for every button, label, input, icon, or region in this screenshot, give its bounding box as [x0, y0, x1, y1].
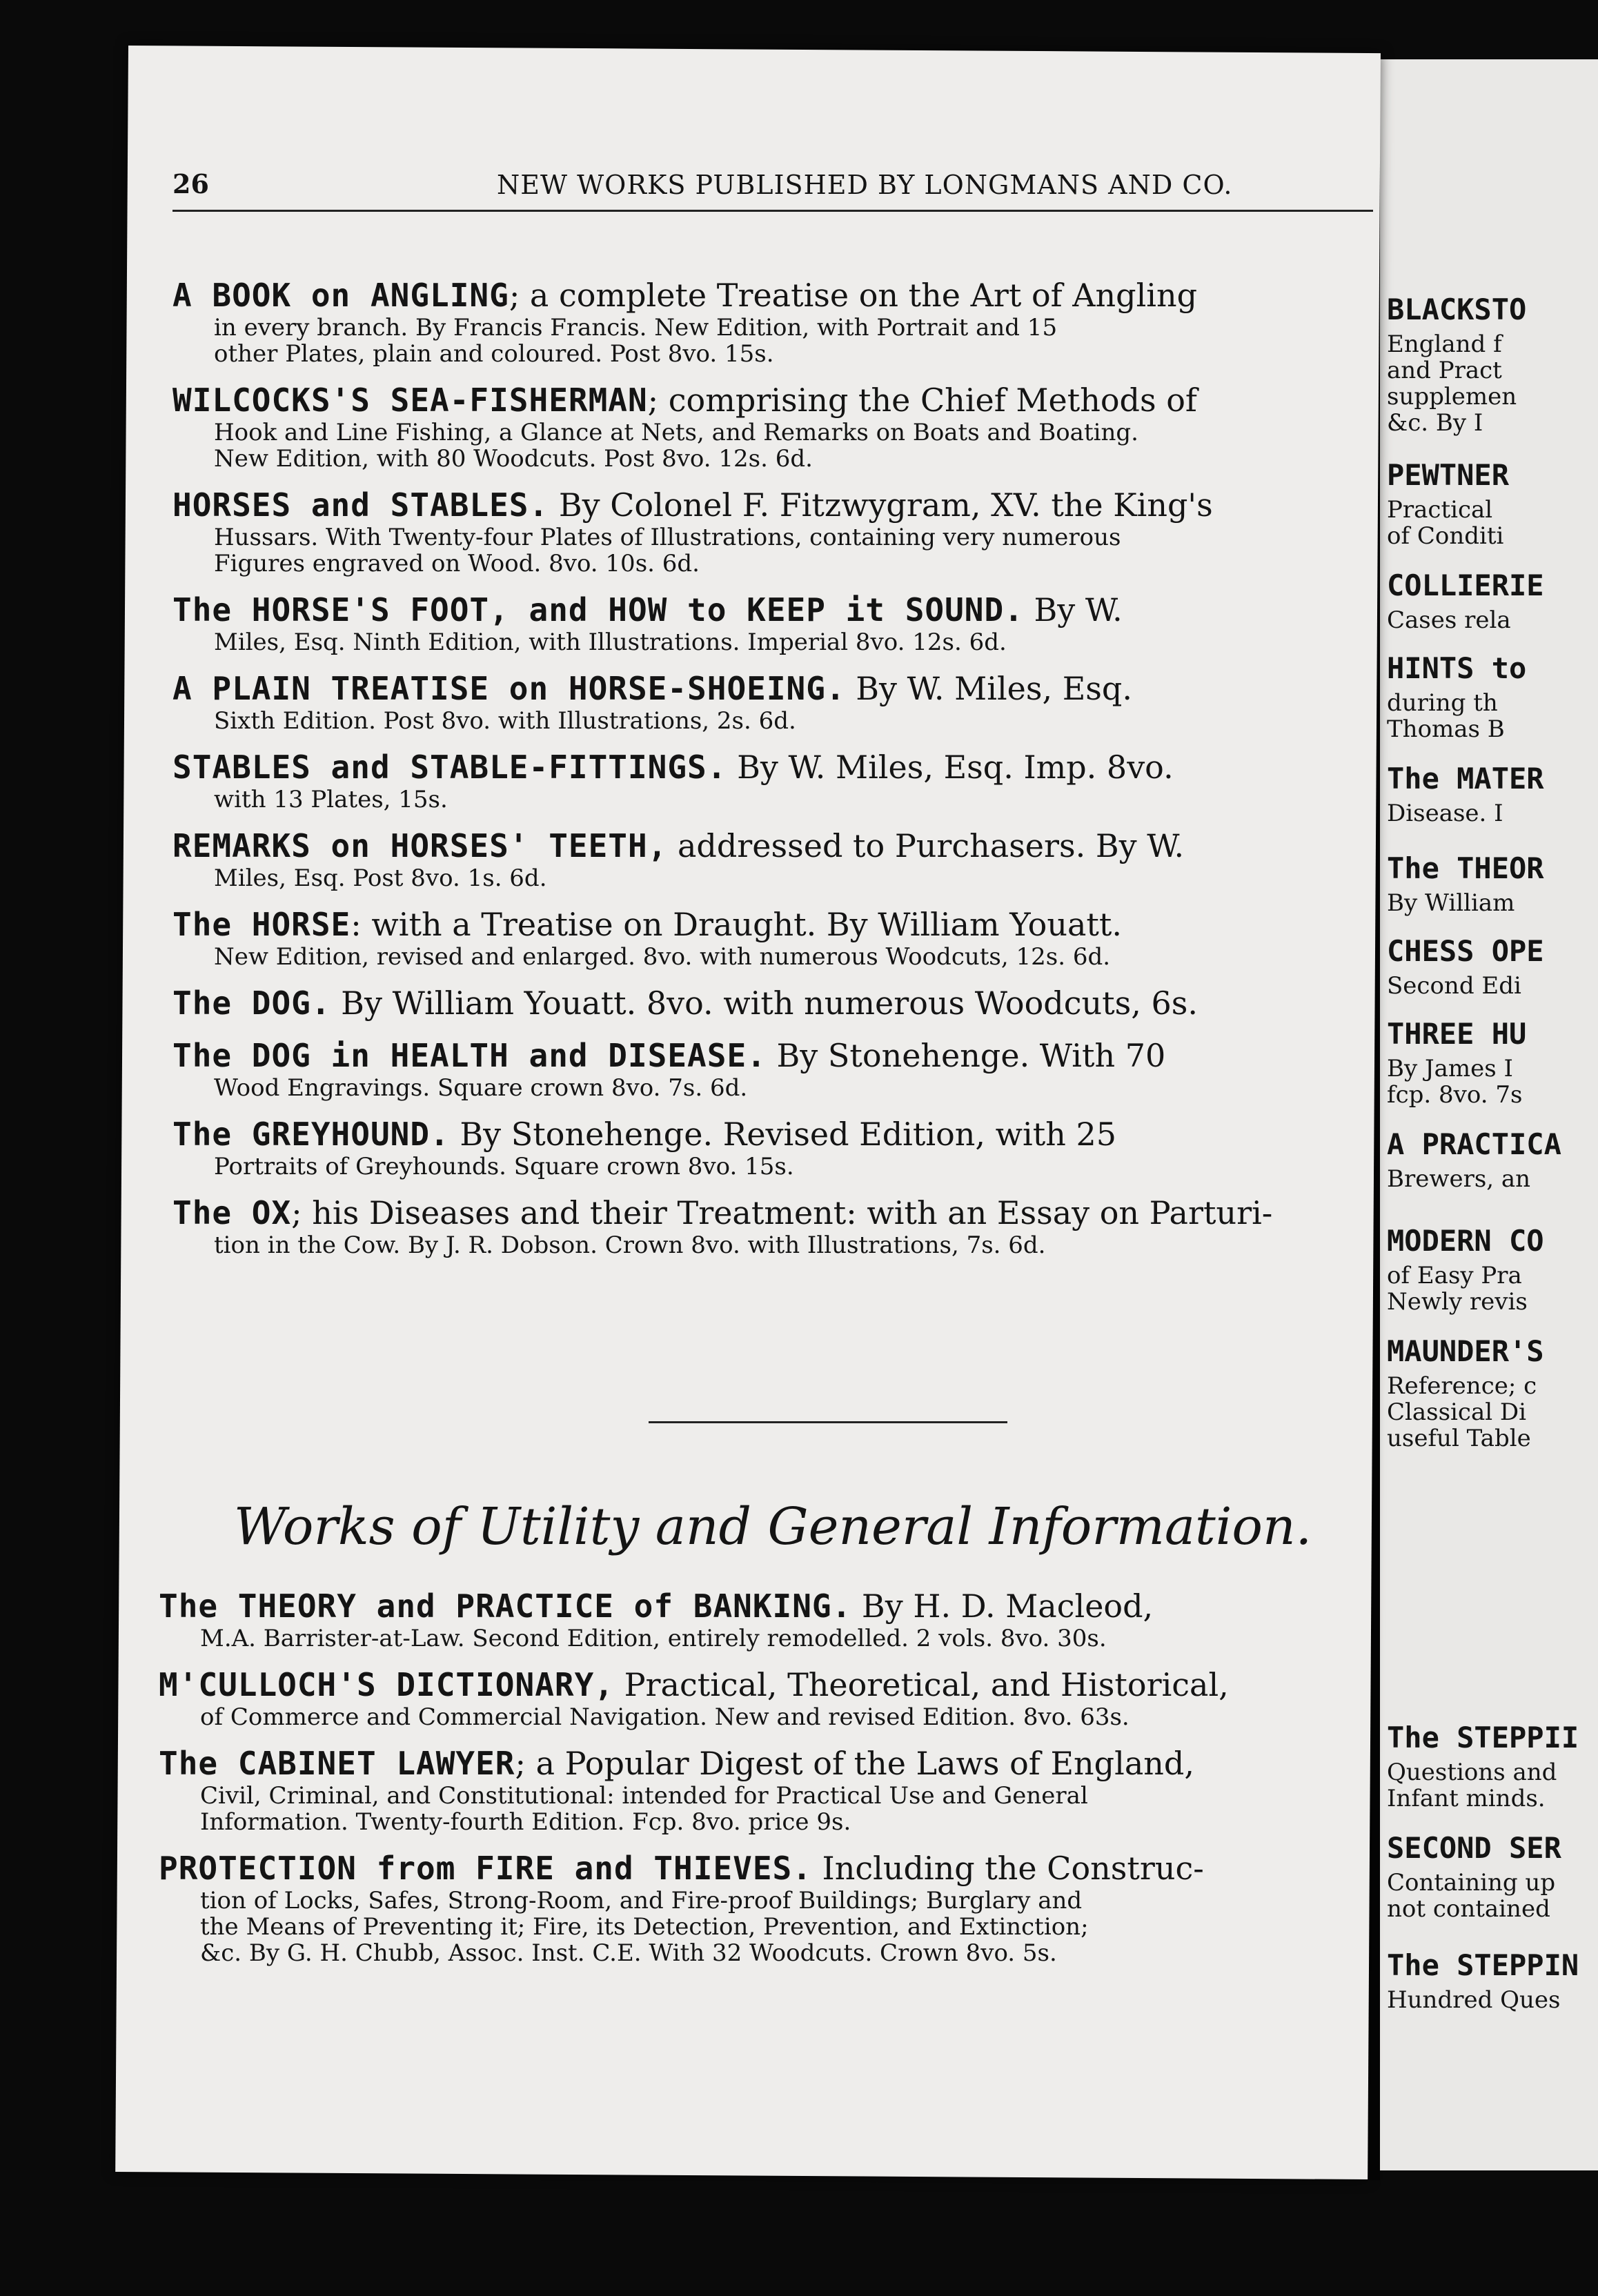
entry-description-line: Hussars. With Twenty-four Plates of Illustrations, containing very numerous [214, 524, 1121, 551]
right-page-text-line: SECOND SER [1387, 1831, 1561, 1865]
catalogue-entry [172, 748, 1373, 813]
entry-first-line [172, 905, 1373, 944]
right-page-text-line: Cases rela [1387, 606, 1511, 634]
right-page-text-line: Disease. I [1387, 800, 1503, 827]
entry-first-line [172, 984, 1373, 1022]
catalogue-entry [172, 486, 1373, 577]
entry-description-line: New Edition, revised and enlarged. 8vo. with numerous Woodcuts, 12s. 6d. [214, 944, 1111, 970]
right-page-text-line: The STEPPII [1387, 1721, 1579, 1754]
section-title: Works of Utility and General Information. [233, 1497, 1312, 1556]
entry-heading: STABLES and STABLE-FITTINGS. [172, 749, 727, 786]
right-page-text-line: of Easy Pra [1387, 1262, 1522, 1289]
right-page-text-line: supplemen [1387, 383, 1517, 410]
right-page-text-line: Thomas B [1387, 715, 1505, 743]
right-page-text-line: THREE HU [1387, 1017, 1527, 1051]
right-page-text-line: Brewers, an [1387, 1165, 1531, 1193]
entry-heading: The CABINET LAWYER [159, 1745, 515, 1782]
right-page-text-line: By William [1387, 889, 1515, 917]
entry-title-rest: By W. [1023, 591, 1123, 629]
right-page-text-line: The THEOR [1387, 851, 1544, 885]
catalogue-entry [172, 984, 1373, 1022]
entry-description-line: Civil, Criminal, and Constitutional: intended for Practical Use and General [200, 1783, 1088, 1809]
right-page-text-line: Newly revis [1387, 1288, 1528, 1316]
entry-first-line [172, 276, 1373, 315]
entry-first-line [172, 1115, 1373, 1154]
right-page-text-line: of Conditi [1387, 522, 1504, 550]
entry-first-line [172, 591, 1373, 629]
catalogue-entry [172, 591, 1373, 655]
running-title: NEW WORKS PUBLISHED BY LONGMANS AND CO. [497, 170, 1233, 200]
page-header [172, 155, 1373, 217]
right-page-text-line: A PRACTICA [1387, 1127, 1561, 1161]
catalogue-entry [172, 381, 1373, 472]
right-page-text-line: England f [1387, 330, 1502, 358]
right-page-text-line: Containing up [1387, 1869, 1556, 1897]
entry-description-line: of Commerce and Commercial Navigation. New and revised Edition. 8vo. 63s. [200, 1704, 1130, 1730]
entry-heading: The DOG in HEALTH and DISEASE. [172, 1037, 767, 1074]
entry-heading: REMARKS on HORSES' TEETH, [172, 827, 668, 864]
entry-title-rest: By Stonehenge. Revised Edition, with 25 [449, 1116, 1117, 1153]
right-page-text-line: Questions and [1387, 1759, 1557, 1786]
entry-description-line: tion in the Cow. By J. R. Dobson. Crown 8vo. with Illustrations, 7s. 6d. [214, 1232, 1046, 1258]
entry-description-line: Figures engraved on Wood. 8vo. 10s. 6d. [214, 551, 700, 577]
entry-list-utility [159, 1587, 1359, 1980]
right-page-text-line: BLACKSTO [1387, 293, 1527, 326]
entry-first-line [172, 1036, 1373, 1075]
right-page-text-line: The STEPPIN [1387, 1948, 1579, 1982]
right-page-text-line: The MATER [1387, 762, 1544, 795]
entry-title-rest: By W. Miles, Esq. Imp. 8vo. [727, 749, 1174, 786]
entry-description-line: New Edition, with 80 Woodcuts. Post 8vo. 12s. 6d. [214, 446, 813, 472]
entry-heading: A PLAIN TREATISE on HORSE-SHOEING. [172, 670, 846, 707]
catalogue-entry [172, 1036, 1373, 1101]
entry-description-line: in every branch. By Francis Francis. New Edition, with Portrait and 15 [214, 315, 1058, 341]
entry-description-line: &c. By G. H. Chubb, Assoc. Inst. C.E. With 32 Woodcuts. Crown 8vo. 5s. [200, 1940, 1057, 1966]
entry-title-rest: Including the Construc- [811, 1850, 1204, 1887]
right-page-text-line: Infant minds. [1387, 1785, 1546, 1812]
right-page-text-line: HINTS to [1387, 651, 1527, 685]
entry-heading: M'CULLOCH'S DICTIONARY, [159, 1666, 614, 1703]
right-page-text-line: Hundred Ques [1387, 1986, 1561, 2014]
right-page-text-line: MAUNDER'S [1387, 1334, 1544, 1368]
right-page [1373, 59, 1598, 2170]
catalogue-entry [159, 1744, 1359, 1835]
right-page-text-line: fcp. 8vo. 7s [1387, 1081, 1523, 1109]
catalogue-entry [172, 1115, 1373, 1180]
catalogue-entry [159, 1849, 1359, 1966]
section-divider [649, 1421, 1007, 1423]
entry-description-line: Miles, Esq. Post 8vo. 1s. 6d. [214, 865, 547, 891]
entry-first-line [159, 1744, 1359, 1783]
entry-first-line [159, 1665, 1359, 1704]
entry-first-line [172, 748, 1373, 786]
right-page-text-line: &c. By I [1387, 409, 1483, 437]
entry-title-rest: ; comprising the Chief Methods of [647, 382, 1197, 419]
entry-title-rest: By W. Miles, Esq. [845, 670, 1132, 707]
entry-description-line: M.A. Barrister-at-Law. Second Edition, entirely remodelled. 2 vols. 8vo. 30s. [200, 1625, 1107, 1652]
entry-first-line [159, 1587, 1359, 1625]
entry-title-rest: By H. D. Macleod, [851, 1587, 1154, 1625]
catalogue-entry [172, 669, 1373, 734]
catalogue-entry [172, 905, 1373, 970]
entry-heading: The OX [172, 1194, 292, 1231]
catalogue-entry [159, 1665, 1359, 1730]
entry-description-line: Hook and Line Fishing, a Glance at Nets, and Remarks on Boats and Boating. [214, 419, 1138, 446]
entry-title-rest: : with a Treatise on Draught. By William Youatt. [351, 906, 1122, 943]
catalogue-entry [172, 827, 1373, 891]
entry-title-rest: By Stonehenge. With 70 [766, 1037, 1166, 1074]
entry-title-rest: By William Youatt. 8vo. with numerous Woodcuts, 6s. [331, 984, 1198, 1022]
entry-title-rest: addressed to Purchasers. By W. [667, 827, 1185, 864]
entry-first-line [172, 827, 1373, 865]
right-page-text-line: Second Edi [1387, 972, 1521, 1000]
entry-first-line [172, 1194, 1373, 1232]
entry-heading: The HORSE [172, 906, 351, 943]
entry-list [172, 276, 1373, 1272]
entry-description-line: Portraits of Greyhounds. Square crown 8vo. 15s. [214, 1154, 794, 1180]
entry-title-rest: By Colonel F. Fitzwygram, XV. the King's [549, 486, 1213, 524]
entry-description-line: Miles, Esq. Ninth Edition, with Illustrations. Imperial 8vo. 12s. 6d. [214, 629, 1007, 655]
right-page-text-line: Practical [1387, 496, 1493, 524]
entry-title-rest: ; a complete Treatise on the Art of Angling [509, 277, 1198, 314]
entry-heading: The HORSE'S FOOT, and HOW to KEEP it SOUND. [172, 591, 1024, 629]
entry-heading: HORSES and STABLES. [172, 486, 549, 524]
entry-heading: The DOG. [172, 984, 331, 1022]
entry-description-line: Information. Twenty-fourth Edition. Fcp. 8vo. price 9s. [200, 1809, 851, 1835]
entry-heading: WILCOCKS'S SEA-FISHERMAN [172, 382, 648, 419]
entry-first-line [172, 669, 1373, 708]
entry-heading: The GREYHOUND. [172, 1116, 450, 1153]
right-page-text-line: during th [1387, 689, 1498, 717]
right-page-text-line: MODERN CO [1387, 1224, 1544, 1258]
entry-description-line: Wood Engravings. Square crown 8vo. 7s. 6d. [214, 1075, 748, 1101]
entry-description-line: Sixth Edition. Post 8vo. with Illustrations, 2s. 6d. [214, 708, 796, 734]
entry-heading: PROTECTION from FIRE and THIEVES. [159, 1850, 812, 1887]
right-page-text-line: and Pract [1387, 357, 1502, 384]
catalogue-entry [172, 276, 1373, 367]
catalogue-entry [159, 1587, 1359, 1652]
right-page-text-line: COLLIERIE [1387, 568, 1544, 602]
entry-description-line: with 13 Plates, 15s. [214, 786, 448, 813]
entry-first-line [159, 1849, 1359, 1888]
entry-description-line: tion of Locks, Safes, Strong-Room, and Fire-proof Buildings; Burglary and [200, 1888, 1083, 1914]
right-page-text-line: By James I [1387, 1055, 1513, 1082]
header-rule [172, 210, 1373, 212]
page-number: 26 [172, 168, 209, 199]
entry-first-line [172, 381, 1373, 419]
entry-heading: The THEORY and PRACTICE of BANKING. [159, 1587, 852, 1625]
right-page-text-line: not contained [1387, 1895, 1550, 1923]
entry-title-rest: ; a Popular Digest of the Laws of England, [515, 1745, 1194, 1782]
catalogue-entry [172, 1194, 1373, 1258]
entry-description-line: the Means of Preventing it; Fire, its Detection, Prevention, and Extinction; [200, 1914, 1089, 1940]
right-page-text-line: PEWTNER [1387, 458, 1510, 492]
right-page-text-line: useful Table [1387, 1425, 1531, 1452]
entry-first-line [172, 486, 1373, 524]
right-page-text-line: Classical Di [1387, 1398, 1527, 1426]
entry-description-line: other Plates, plain and coloured. Post 8vo. 15s. [214, 341, 774, 367]
entry-title-rest: ; his Diseases and their Treatment: with an Essay on Parturi- [291, 1194, 1273, 1231]
right-page-text-line: CHESS OPE [1387, 934, 1544, 968]
entry-title-rest: Practical, Theoretical, and Historical, [613, 1666, 1229, 1703]
right-page-text-line: Reference; c [1387, 1372, 1537, 1400]
entry-heading: A BOOK on ANGLING [172, 277, 509, 314]
